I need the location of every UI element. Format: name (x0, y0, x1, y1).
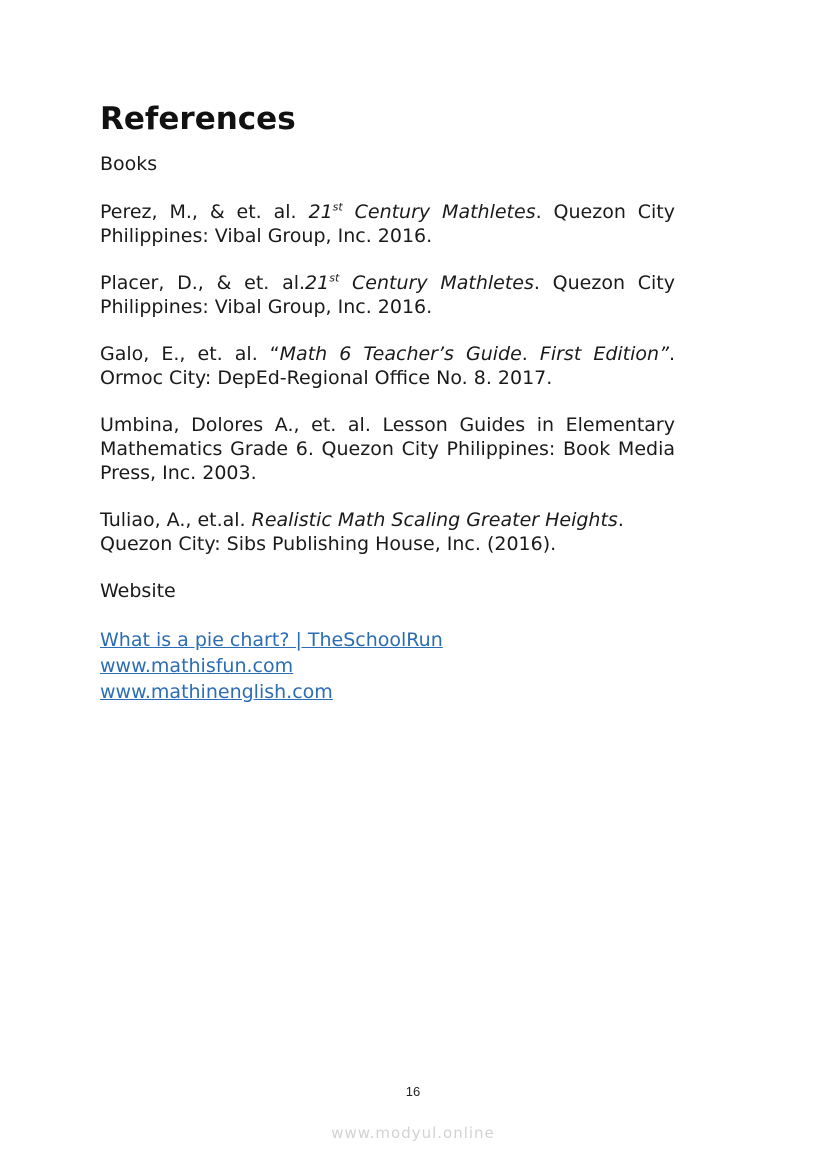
reference-publisher: . Quezon City: Sibs Publishing House, Inc. (2016). (100, 509, 624, 555)
references-page (100, 100, 675, 705)
reference-author: Perez, M., & et. al. (100, 201, 309, 223)
reference-title: 21st Century Mathletes (308, 200, 536, 223)
reference-entry-placer (100, 271, 675, 319)
website-section-label: Website (100, 580, 176, 602)
link-mathisfun[interactable]: www.mathisfun.com (100, 655, 294, 677)
reference-entry-tuliao (100, 508, 700, 556)
books-section-label: Books (100, 153, 158, 175)
reference-entry-umbina: Umbina, Dolores A., et. al. Lesson Guides in Elementary Mathematics Grade 6. Quezon City Philippines: Book Media Press, Inc. 2003. (100, 414, 675, 484)
reference-author: Tuliao, A., et.al. (100, 509, 252, 531)
reference-entry-perez (100, 200, 675, 248)
link-mathinenglish[interactable]: www.mathinenglish.com (100, 681, 333, 703)
reference-author: Galo, E., et. al. “ (100, 343, 280, 365)
reference-entry-galo (100, 342, 675, 390)
reference-title: Realistic Math Scaling Greater Heights (251, 509, 618, 531)
page-number: 16 (405, 1084, 421, 1099)
reference-author: Placer, D., & et. al. (100, 272, 306, 294)
page-title: References (100, 101, 296, 137)
reference-publisher: . Quezon City Philippines: Vibal Group, Inc. 2016. (100, 272, 675, 318)
website-links (100, 627, 675, 705)
reference-title: Math 6 Teacher’s Guide. First Edition” (279, 343, 669, 365)
watermark: www.modyul.online (331, 1124, 495, 1142)
reference-publisher: . Quezon City Philippines: Vibal Group, Inc. 2016. (100, 201, 675, 247)
link-pie-chart-theschoolrun[interactable]: What is a pie chart? | TheSchoolRun (100, 629, 443, 651)
reference-title: 21st Century Mathletes (305, 271, 534, 294)
reference-publisher: . Ormoc City: DepEd-Regional Office No. 8. 2017. (100, 343, 675, 389)
